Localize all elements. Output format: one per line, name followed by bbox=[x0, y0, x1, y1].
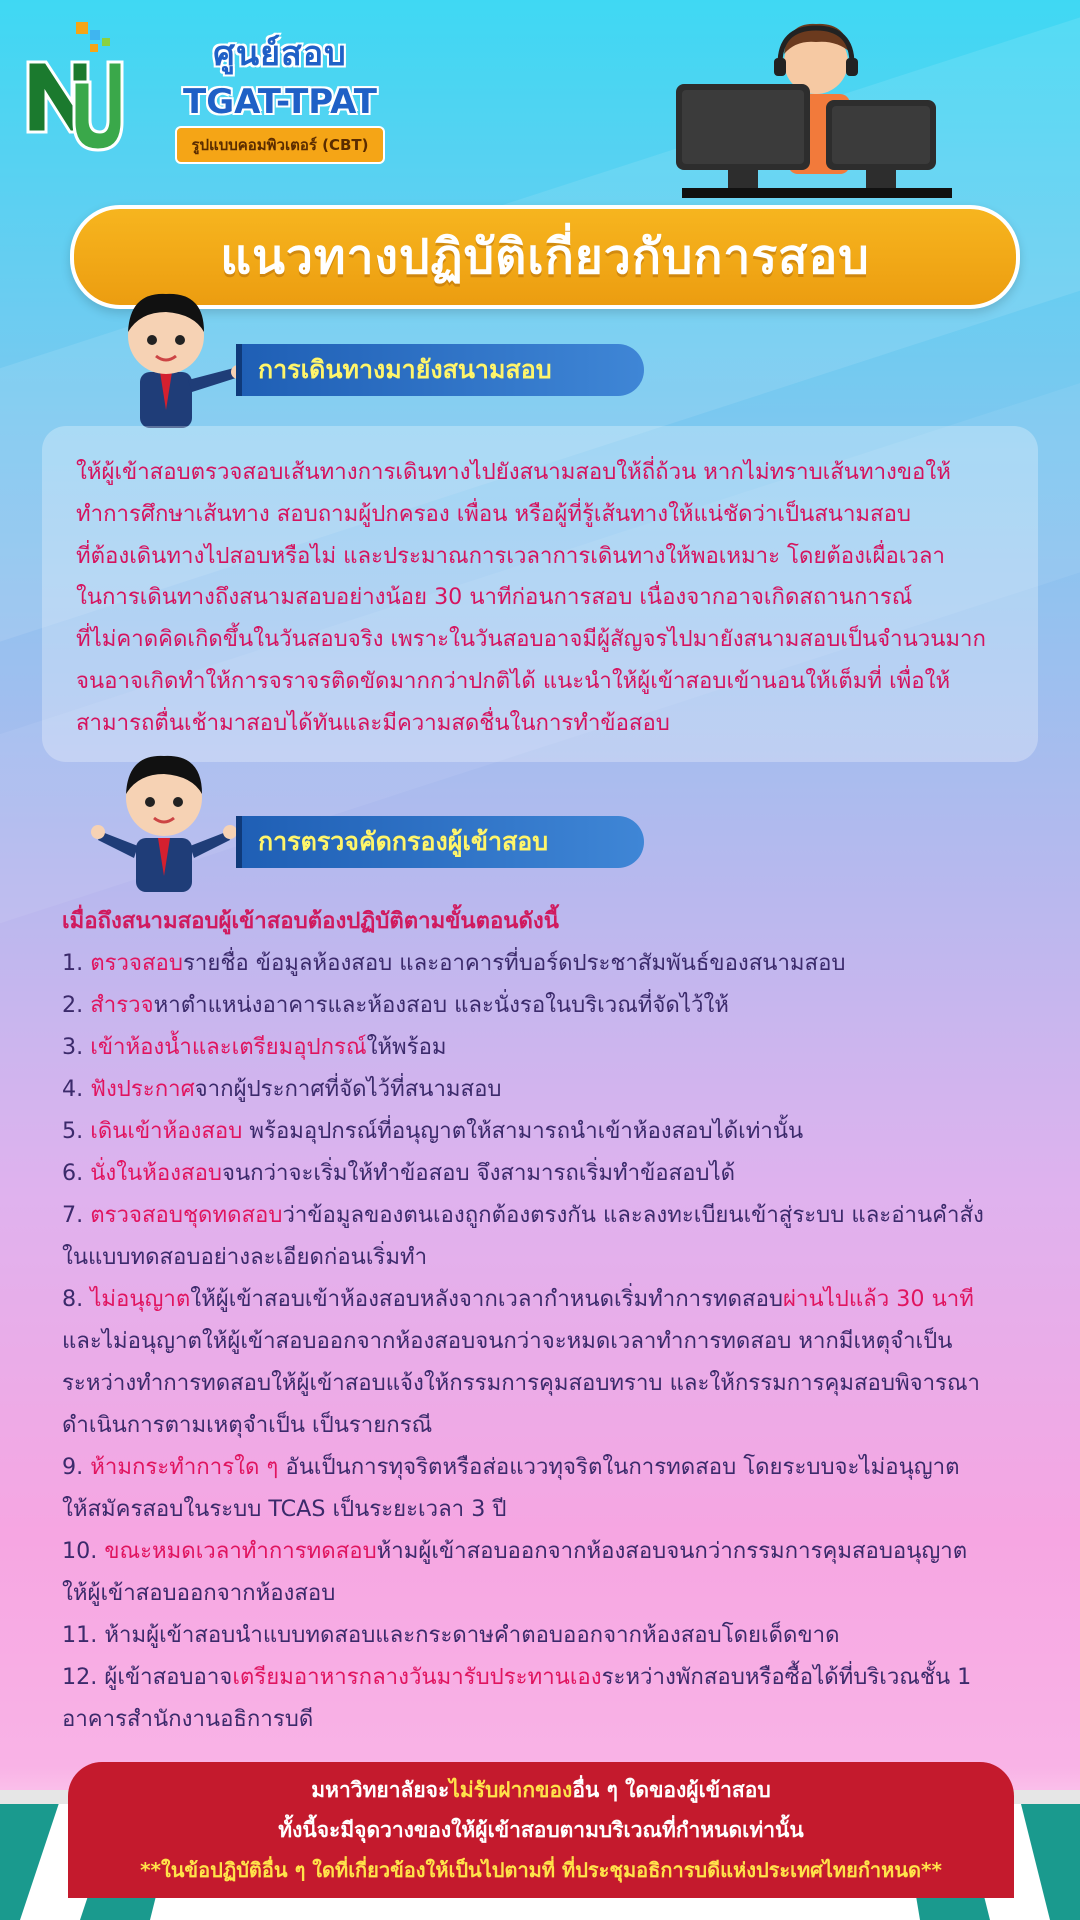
item-text: ให้ผู้เข้าสอบเข้าห้องสอบหลังจากเวลากำหนดเริ่มทำการทดสอบ bbox=[190, 1286, 784, 1312]
list-item-continuation: อาคารสำนักงานอธิการบดี bbox=[62, 1706, 314, 1732]
steps-intro: เมื่อถึงสนามสอบผู้เข้าสอบต้องปฏิบัติตามขั้นตอนดังนี้ bbox=[62, 908, 559, 934]
item-number: 9. bbox=[62, 1454, 84, 1480]
footer-text: มหาวิทยาลัยจะ bbox=[311, 1778, 450, 1802]
travel-line: ทำการศึกษาเส้นทาง สอบถามผู้ปกครอง เพื่อน หรือผู้ที่รู้เส้นทางให้แน่ชัดว่าเป็นสนามสอบ bbox=[76, 500, 911, 527]
list-item-continuation: ระหว่างทำการทดสอบให้ผู้เข้าสอบแจ้งให้กรรมการคุมสอบทราบ และให้กรรมการคุมสอบพิจารณา bbox=[62, 1370, 981, 1396]
list-item-continuation: ดำเนินการตามเหตุจำเป็น เป็นรายกรณี bbox=[62, 1412, 433, 1438]
section-heading-travel bbox=[236, 344, 644, 396]
list-item bbox=[62, 984, 1042, 1026]
list-item bbox=[62, 1152, 1042, 1194]
item-highlight: ตรวจสอบชุดทดสอบ bbox=[90, 1202, 283, 1228]
item-text: จากผู้ประกาศที่จัดไว้ที่สนามสอบ bbox=[194, 1076, 502, 1102]
list-item bbox=[62, 1656, 1042, 1698]
travel-line: จนอาจเกิดทำให้การจราจรติดขัดมากกว่าปกติได้ แนะนำให้ผู้เข้าสอบเข้านอนให้เต็มที่ เพื่อให้ bbox=[76, 667, 951, 694]
brand-tag: รูปแบบคอมพิวเตอร์ (CBT) bbox=[175, 126, 384, 164]
travel-line: ที่ไม่คาดคิดเกิดขึ้นในวันสอบจริง เพราะในวันสอบอาจมีผู้สัญจรไปมายังสนามสอบเป็นจำนวนมาก bbox=[76, 626, 986, 653]
screening-steps bbox=[62, 900, 1042, 1740]
list-item bbox=[62, 1194, 1042, 1236]
footer-text: อื่น ๆ ใดของผู้เข้าสอบ bbox=[572, 1778, 771, 1802]
list-item-continuation: ในแบบทดสอบอย่างละเอียดก่อนเริ่มทำ bbox=[62, 1244, 428, 1270]
item-highlight: ขณะหมดเวลาทำการทดสอบ bbox=[104, 1538, 377, 1564]
list-item-continuation: ให้ผู้เข้าสอบออกจากห้องสอบ bbox=[62, 1580, 336, 1606]
list-item bbox=[62, 1278, 1042, 1320]
item-text: หาตำแหน่งอาคารและห้องสอบ และนั่งรอในบริเวณที่จัดไว้ให้ bbox=[153, 992, 729, 1018]
item-text: รายชื่อ ข้อมูลห้องสอบ และอาคารที่บอร์ดประชาสัมพันธ์ของสนามสอบ bbox=[182, 950, 846, 976]
footer-line-1 bbox=[68, 1770, 1014, 1810]
item-text: จนกว่าจะเริ่มให้ทำข้อสอบ จึงสามารถเริ่มทำข้อสอบได้ bbox=[221, 1160, 736, 1186]
item-highlight: ไม่อนุญาต bbox=[90, 1286, 191, 1312]
item-text: ห้ามผู้เข้าสอบนำแบบทดสอบและกระดาษคำตอบออกจากห้องสอบโดยเด็ดขาด bbox=[104, 1622, 840, 1648]
nmu-logo bbox=[24, 22, 124, 152]
item-highlight: ฟังประกาศ bbox=[90, 1076, 195, 1102]
student-at-computers-illustration bbox=[676, 14, 960, 204]
list-item-continuation: ให้สมัครสอบในระบบ TCAS เป็นระยะเวลา 3 ปี bbox=[62, 1496, 507, 1522]
list-item bbox=[62, 1110, 1042, 1152]
travel-line: ที่ต้องเดินทางไปสอบหรือไม่ และประมาณการเวลาการเดินทางให้พอเหมาะ โดยต้องเผื่อเวลา bbox=[76, 542, 945, 569]
item-number: 12. bbox=[62, 1664, 98, 1690]
section-heading-travel-text: การเดินทางมายังสนามสอบ bbox=[258, 355, 552, 384]
item-number: 3. bbox=[62, 1034, 84, 1060]
item-text: พร้อมอุปกรณ์ที่อนุญาตให้สามารถนำเข้าห้องสอบได้เท่านั้น bbox=[242, 1118, 804, 1144]
footer-notice bbox=[68, 1762, 1014, 1898]
section-heading-screening-text: การตรวจคัดกรองผู้เข้าสอบ bbox=[258, 827, 549, 856]
item-text: ห้ามผู้เข้าสอบออกจากห้องสอบจนกว่ากรรมการคุมสอบอนุญาต bbox=[376, 1538, 968, 1564]
page-title: แนวทางปฏิบัติเกี่ยวกับการสอบ bbox=[220, 229, 870, 285]
list-item bbox=[62, 1614, 1042, 1656]
boy-waving-mascot bbox=[88, 742, 238, 892]
item-text: อันเป็นการทุจริตหรือส่อแววทุจริตในการทดสอบ โดยระบบจะไม่อนุญาต bbox=[278, 1454, 960, 1480]
item-number: 2. bbox=[62, 992, 84, 1018]
item-number: 10. bbox=[62, 1538, 98, 1564]
item-highlight: เดินเข้าห้องสอบ bbox=[90, 1118, 243, 1144]
item-number: 11. bbox=[62, 1622, 98, 1648]
travel-line: ในการเดินทางถึงสนามสอบอย่างน้อย 30 นาทีก่อนการสอบ เนื่องจากอาจเกิดสถานการณ์ bbox=[76, 584, 913, 611]
footer-line-3: **ในข้อปฏิบัติอื่น ๆ ใดที่เกี่ยวข้องให้เป็นไปตามที่ ที่ประชุมอธิการบดีแห่งประเทศไทยกำหนด** bbox=[140, 1858, 942, 1882]
footer-line-2: ทั้งนี้จะมีจุดวางของให้ผู้เข้าสอบตามบริเวณที่กำหนดเท่านั้น bbox=[278, 1818, 804, 1842]
list-item bbox=[62, 942, 1042, 984]
travel-guidance-box bbox=[42, 426, 1038, 762]
travel-line: สามารถตื่นเช้ามาสอบได้ทันและมีความสดชื่นในการทำข้อสอบ bbox=[76, 709, 670, 736]
list-item bbox=[62, 1026, 1042, 1068]
item-highlight: เตรียมอาหารกลางวันมารับประทานเอง bbox=[232, 1664, 602, 1690]
item-number: 1. bbox=[62, 950, 84, 976]
list-item bbox=[62, 1530, 1042, 1572]
list-item bbox=[62, 1068, 1042, 1110]
item-text: ว่าข้อมูลของตนเองถูกต้องตรงกัน และลงทะเบียนเข้าสู่ระบบ และอ่านคำสั่ง bbox=[282, 1202, 984, 1228]
list-item-continuation: และไม่อนุญาตให้ผู้เข้าสอบออกจากห้องสอบจนกว่าจะหมดเวลาทำการทดสอบ หากมีเหตุจำเป็น bbox=[62, 1328, 953, 1354]
item-number: 7. bbox=[62, 1202, 84, 1228]
item-highlight: ผ่านไปแล้ว 30 นาที bbox=[783, 1286, 974, 1312]
footer-highlight: ไม่รับฝากของ bbox=[449, 1778, 573, 1802]
brand-block bbox=[150, 26, 410, 164]
travel-line: ให้ผู้เข้าสอบตรวจสอบเส้นทางการเดินทางไปยังสนามสอบให้ถี่ถ้วน หากไม่ทราบเส้นทางขอให้ bbox=[76, 459, 951, 485]
item-highlight: ตรวจสอบ bbox=[90, 950, 183, 976]
list-item bbox=[62, 1446, 1042, 1488]
section-heading-screening bbox=[236, 816, 644, 868]
item-number: 6. bbox=[62, 1160, 84, 1186]
item-number: 5. bbox=[62, 1118, 84, 1144]
brand-line-2: TGAT-TPAT bbox=[183, 82, 377, 122]
brand-line-1: ศูนย์สอบ bbox=[213, 34, 347, 74]
item-text: ให้พร้อม bbox=[366, 1034, 447, 1060]
item-highlight: สำรวจ bbox=[90, 992, 154, 1018]
item-highlight: นั่งในห้องสอบ bbox=[90, 1160, 222, 1186]
boy-pointing-mascot bbox=[100, 280, 250, 430]
item-highlight: เข้าห้องน้ำและเตรียมอุปกรณ์ bbox=[90, 1034, 367, 1060]
item-number: 8. bbox=[62, 1286, 84, 1312]
item-highlight: ห้ามกระทำการใด ๆ bbox=[90, 1454, 279, 1480]
item-number: 4. bbox=[62, 1076, 84, 1102]
item-text: ผู้เข้าสอบอาจ bbox=[104, 1664, 233, 1690]
item-text: ระหว่างพักสอบหรือซื้อได้ที่บริเวณชั้น 1 bbox=[601, 1664, 972, 1690]
